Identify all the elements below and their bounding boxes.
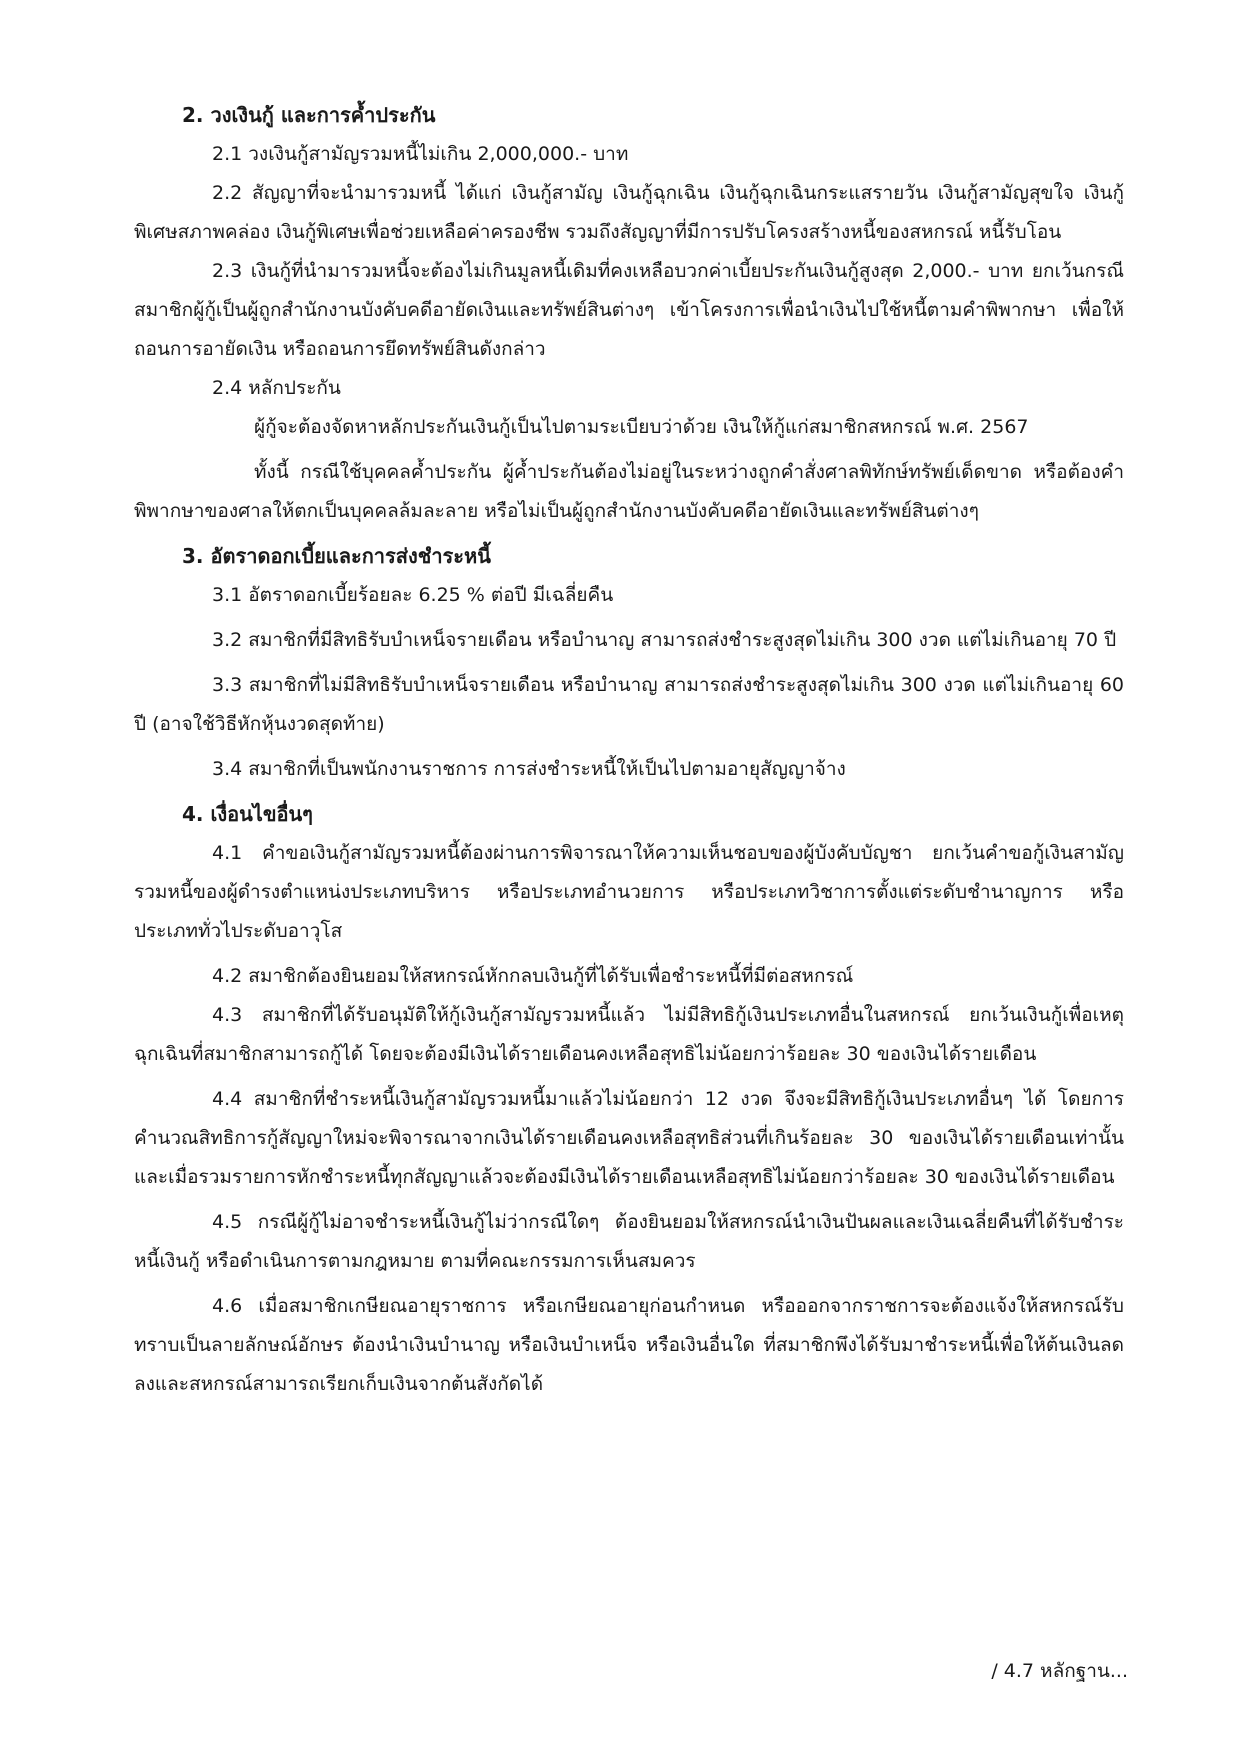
next-page-reference: / 4.7 หลักฐาน... (991, 1660, 1128, 1682)
section-3-heading: 3. อัตราดอกเบี้ยและการส่งชำระหนี้ (182, 544, 491, 568)
clause-2-4-b: ทั้งนี้ กรณีใช้บุคคลค้ำประกัน ผู้ค้ำประกันต้องไม่อยู่ในระหว่างถูกคำสั่งศาลพิทักษ์ทรัพย์เด็ดขาด หรือต้องคำพิพากษาของศาลให้ตกเป็นบุคคลล้มละลาย หรือไม่เป็นผู้ถูกสำนักงานบังคับคดีอายัดเงินและทรัพย์สินต่างๆ (134, 461, 1124, 522)
clause-4-4: 4.4 สมาชิกที่ชำระหนี้เงินกู้สามัญรวมหนี้มาแล้วไม่น้อยกว่า 12 งวด จึงจะมีสิทธิกู้เงินประเภทอื่นๆ ได้ โดยการคำนวณสิทธิการกู้สัญญาใหม่จะพิจารณาจากเงินได้รายเดือนคงเหลือสุทธิส่วนที่เกินร้อยละ 30 ของเงินได้รายเดือนเท่านั้น และเมื่อรวมรายการหักชำระหนี้ทุกสัญญาแล้วจะต้องมีเงินได้รายเดือนเหลือสุทธิไม่น้อยกว่าร้อยละ 30 ของเงินได้รายเดือน (134, 1088, 1124, 1188)
clause-3-1: 3.1 อัตราดอกเบี้ยร้อยละ 6.25 % ต่อปี มีเฉลี่ยคืน (212, 584, 614, 606)
clause-3-2: 3.2 สมาชิกที่มีสิทธิรับบำเหน็จรายเดือน หรือบำนาญ สามารถส่งชำระสูงสุดไม่เกิน 300 งวด แต่ไม่เกินอายุ 70 ปี (212, 629, 1117, 651)
clause-2-1: 2.1 วงเงินกู้สามัญรวมหนี้ไม่เกิน 2,000,000.- บาท (212, 143, 629, 165)
clause-4-2: 4.2 สมาชิกต้องยินยอมให้สหกรณ์หักกลบเงินกู้ที่ได้รับเพื่อชำระหนี้ที่มีต่อสหกรณ์ (212, 965, 854, 987)
document-body (134, 96, 1124, 1404)
clause-2-2: 2.2 สัญญาที่จะนำมารวมหนี้ ได้แก่ เงินกู้สามัญ เงินกู้ฉุกเฉิน เงินกู้ฉุกเฉินกระแสรายวัน เงินกู้สามัญสุขใจ เงินกู้พิเศษสภาพคล่อง เงินกู้พิเศษเพื่อช่วยเหลือค่าครองชีพ รวมถึงสัญญาที่มีการปรับโครงสร้างหนี้ของสหกรณ์ หนี้รับโอน (134, 182, 1124, 243)
clause-2-3: 2.3 เงินกู้ที่นำมารวมหนี้จะต้องไม่เกินมูลหนี้เดิมที่คงเหลือบวกค่าเบี้ยประกันเงินกู้สูงสุด 2,000.- บาท ยกเว้นกรณีสมาชิกผู้กู้เป็นผู้ถูกสำนักงานบังคับคดีอายัดเงินและทรัพย์สินต่างๆ เข้าโครงการเพื่อนำเงินไปใช้หนี้ตามคำพิพากษา เพื่อให้ถอนการอายัดเงิน หรือถอนการยึดทรัพย์สินดังกล่าว (134, 260, 1124, 360)
clause-3-3: 3.3 สมาชิกที่ไม่มีสิทธิรับบำเหน็จรายเดือน หรือบำนาญ สามารถส่งชำระสูงสุดไม่เกิน 300 งวด แต่ไม่เกินอายุ 60 ปี (อาจใช้วิธีหักหุ้นงวดสุดท้าย) (134, 674, 1124, 735)
clause-4-1: 4.1 คำขอเงินกู้สามัญรวมหนี้ต้องผ่านการพิจารณาให้ความเห็นชอบของผู้บังคับบัญชา ยกเว้นคำขอกู้เงินสามัญรวมหนี้ของผู้ดำรงตำแหน่งประเภทบริหาร หรือประเภทอำนวยการ หรือประเภทวิชาการตั้งแต่ระดับชำนาญการ หรือประเภททั่วไประดับอาวุโส (134, 842, 1124, 942)
clause-4-3: 4.3 สมาชิกที่ได้รับอนุมัติให้กู้เงินกู้สามัญรวมหนี้แล้ว ไม่มีสิทธิกู้เงินประเภทอื่นในสหกรณ์ ยกเว้นเงินกู้เพื่อเหตุฉุกเฉินที่สมาชิกสามารถกู้ได้ โดยจะต้องมีเงินได้รายเดือนคงเหลือสุทธิไม่น้อยกว่าร้อยละ 30 ของเงินได้รายเดือน (134, 1004, 1124, 1065)
section-4-heading: 4. เงื่อนไขอื่นๆ (182, 802, 313, 826)
section-2-heading: 2. วงเงินกู้ และการค้ำประกัน (182, 103, 436, 127)
clause-3-4: 3.4 สมาชิกที่เป็นพนักงานราชการ การส่งชำระหนี้ให้เป็นไปตามอายุสัญญาจ้าง (212, 758, 846, 780)
clause-2-4-title: 2.4 หลักประกัน (212, 377, 341, 399)
clause-2-4-a: ผู้กู้จะต้องจัดหาหลักประกันเงินกู้เป็นไปตามระเบียบว่าด้วย เงินให้กู้แก่สมาชิกสหกรณ์ พ.ศ. 2567 (254, 416, 1029, 438)
clause-4-6: 4.6 เมื่อสมาชิกเกษียณอายุราชการ หรือเกษียณอายุก่อนกำหนด หรือออกจากราชการจะต้องแจ้งให้สหกรณ์รับทราบเป็นลายลักษณ์อักษร ต้องนำเงินบำนาญ หรือเงินบำเหน็จ หรือเงินอื่นใด ที่สมาชิกพึงได้รับมาชำระหนี้เพื่อให้ต้นเงินลดลงและสหกรณ์สามารถเรียกเก็บเงินจากต้นสังกัดได้ (134, 1295, 1124, 1395)
clause-4-5: 4.5 กรณีผู้กู้ไม่อาจชำระหนี้เงินกู้ไม่ว่ากรณีใดๆ ต้องยินยอมให้สหกรณ์นำเงินปันผลและเงินเฉลี่ยคืนที่ได้รับชำระหนี้เงินกู้ หรือดำเนินการตามกฎหมาย ตามที่คณะกรรมการเห็นสมควร (134, 1211, 1124, 1272)
